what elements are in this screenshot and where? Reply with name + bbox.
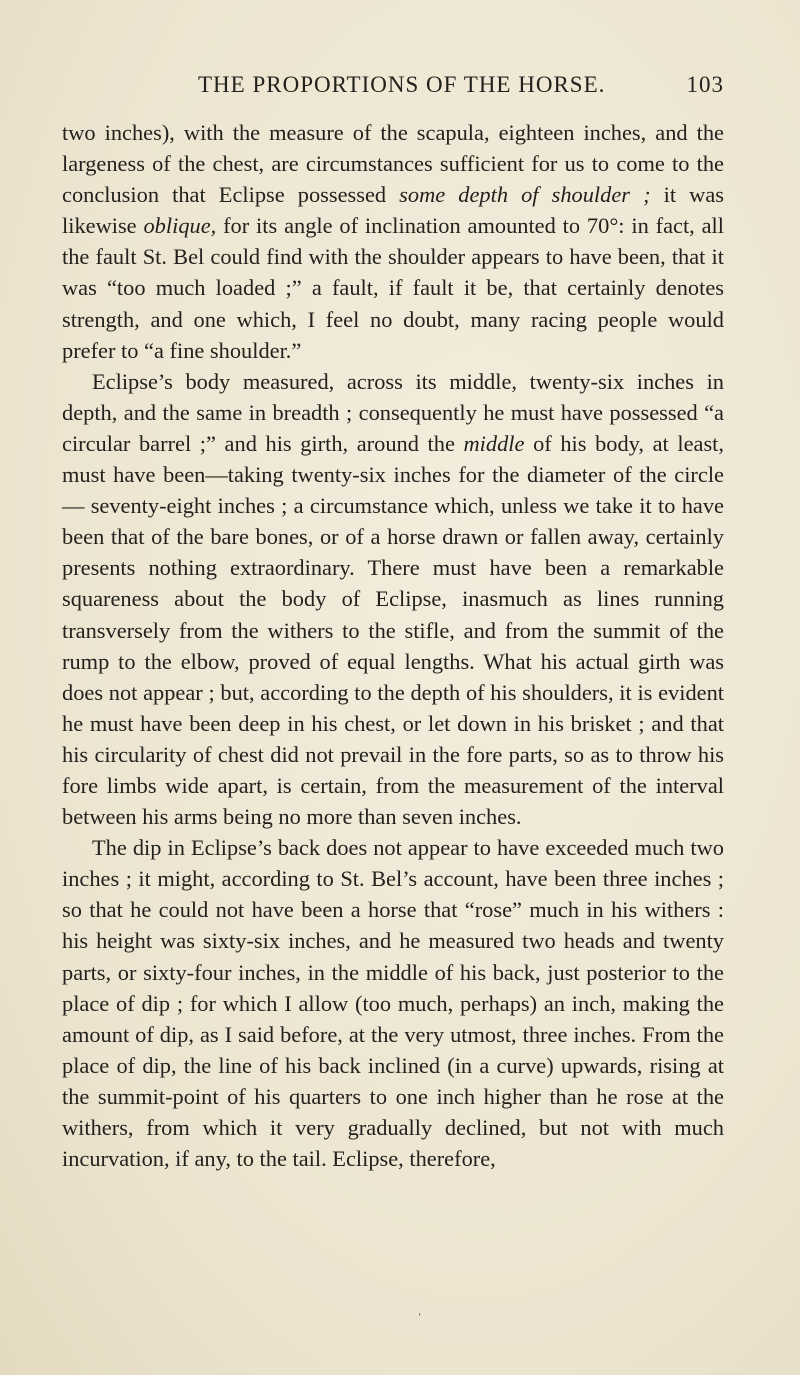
text-run: it was likewise [62, 182, 724, 239]
text-run: of his body, at least, must have been—taking twenty-six inches for the diameter of the circle — seventy-eight inches ; a circumstance which, unless we take it to have been that of the bare bones, or of a horse drawn or fallen away, certainly presents nothing extraordinary. There must have been a remarkable squareness about the body of Eclipse, inasmuch as lines running transversely from the withers to the stifle, and from the summit of the rump to the elbow, proved of equal lengths. What his actual girth was does not appear ; but, according to the depth of his shoulders, it is evident he must have been deep in his chest, or let down in his brisket ; and that his circularity of chest did not prevail in the fore parts, so as to throw his fore limbs wide apart, is certain, from the measurement of the interval between his arms being no more than seven inches. [62, 430, 725, 830]
italic-run: middle [463, 430, 525, 456]
running-title: THE PROPORTIONS OF THE HORSE. [198, 72, 606, 97]
running-head [198, 72, 724, 112]
paragraph-1 [62, 117, 724, 366]
italic-run: some depth of shoulder ; [399, 182, 651, 208]
printer-mark: ‘ [418, 1312, 422, 1323]
italic-run: oblique, [143, 213, 217, 239]
text-run: The dip in Eclipse’s back does not appear to have exceeded much two inches ; it might, according to St. Bel’s account, have been three inches ; so that he could not have been a horse that “rose” much in his withers : his height was sixty-six inches, and he measured two heads and twenty parts, or sixty-four inches, in the middle of his back, just posterior to the place of dip ; for which I allow (too much, perhaps) an inch, making the amount of dip, as I said before, at the very utmost, three inches. From the place of dip, the line of his back inclined (in a curve) upwards, rising at the summit-point of his quarters to one inch higher than he rose at the withers, from which it very gradually declined, but not with much incurvation, if any, to the tail. Eclipse, therefore, [62, 835, 724, 1172]
page-number: 103 [686, 72, 724, 97]
text-run: two inches), with the measure of the scapula, eighteen inches, and the largeness of the chest, are circumstances sufficient for us to come to the conclusion that Eclipse possessed [62, 120, 724, 208]
body-text [62, 117, 724, 1174]
paragraph-3 [62, 832, 724, 1174]
text-run: Eclipse’s body measured, across its middle, twenty-six inches in depth, and the same in breadth ; consequently he must have possessed “a circular barrel ;” and his girth, around the [62, 368, 724, 456]
paragraph-2 [62, 366, 724, 832]
text-run: for its angle of inclination amounted to 70°: in fact, all the fault St. Bel could find with the shoulder appears to have been, that it was “too much loaded ;” a fault, if fault it be, that certainly denotes strength, and one which, I feel no doubt, many racing people would prefer to “a fine shoulder.” [62, 213, 725, 363]
